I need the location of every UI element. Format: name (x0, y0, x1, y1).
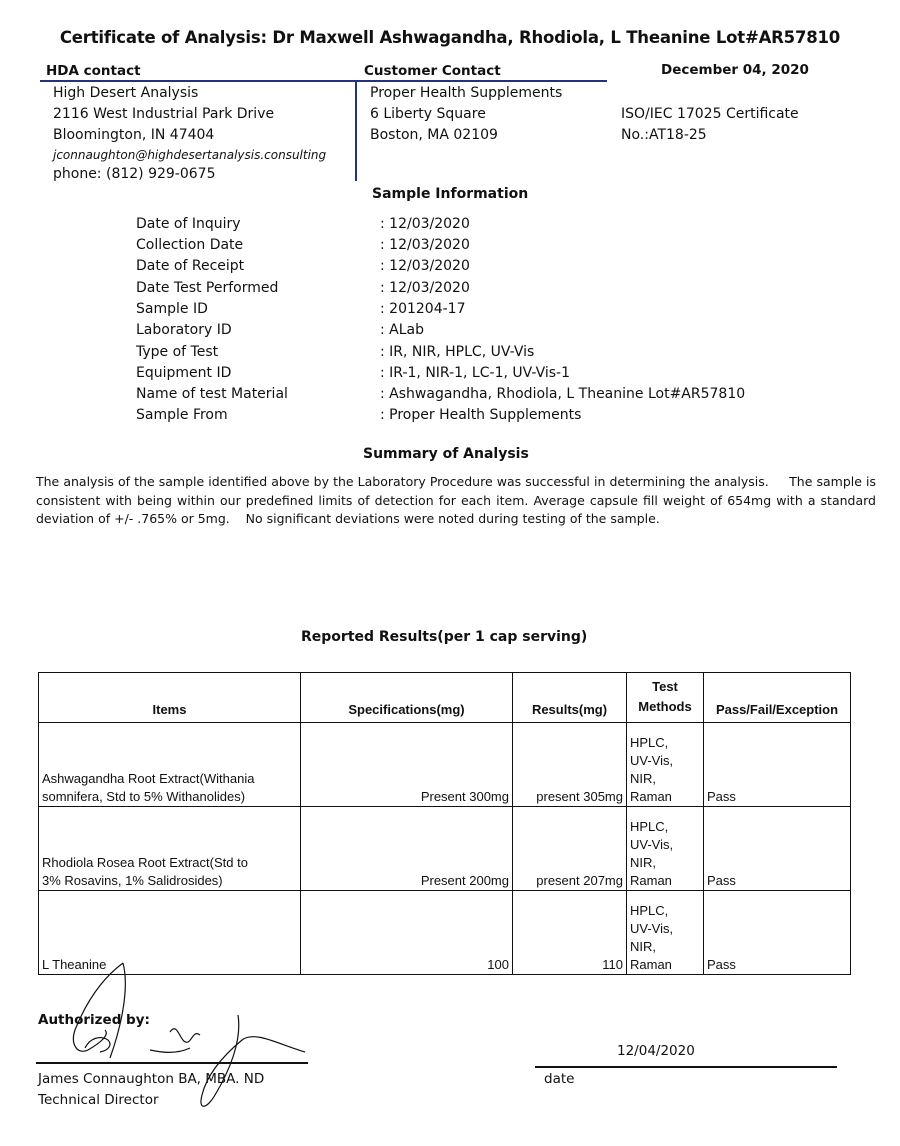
customer-street: 6 Liberty Square (370, 106, 486, 122)
column-header-pass-fail: Pass/Fail/Exception (704, 673, 851, 723)
iso-certificate (621, 104, 799, 146)
results-heading: Reported Results(per 1 cap serving) (301, 629, 588, 645)
method-line: HPLC, (630, 819, 669, 834)
header-rule (40, 80, 607, 82)
column-header-test-methods-line1: Test (652, 679, 678, 694)
column-header-items: Items (39, 673, 301, 723)
cell-methods (627, 807, 704, 891)
iso-line-1: ISO/IEC 17025 Certificate (621, 106, 799, 122)
sample-label: Laboratory ID (136, 322, 232, 338)
hda-address-block (53, 83, 326, 185)
hda-email: jconnaughton@highdesertanalysis.consulting (53, 148, 327, 162)
method-line: Raman (630, 873, 672, 888)
sample-information-heading: Sample Information (372, 186, 529, 202)
report-date: December 04, 2020 (661, 62, 809, 78)
sample-value: : 201204-17 (380, 301, 466, 317)
cell-item (39, 807, 301, 891)
handwritten-signature-icon (30, 960, 320, 1120)
method-line: HPLC, (630, 735, 669, 750)
method-line: UV-Vis, (630, 921, 674, 936)
sample-row-date-test-performed (136, 280, 836, 301)
sample-value: : 12/03/2020 (380, 237, 470, 253)
item-line-1: Rhodiola Rosea Root Extract(Std to (42, 855, 248, 870)
column-header-specifications: Specifications(mg) (301, 673, 513, 723)
cell-item (39, 723, 301, 807)
method-line: NIR, (630, 855, 656, 870)
sample-value: : 12/03/2020 (380, 280, 470, 296)
sample-label: Date of Receipt (136, 258, 245, 274)
cell-result: present 305mg (513, 723, 627, 807)
signer-name: James Connaughton BA, MBA. ND (38, 1071, 265, 1087)
cell-methods (627, 891, 704, 975)
item-line-2: L Theanine (42, 957, 107, 972)
sample-value: : ALab (380, 322, 425, 338)
signed-date: 12/04/2020 (617, 1043, 695, 1059)
signer-role: Technical Director (38, 1092, 159, 1108)
sample-row-collection-date (136, 237, 836, 258)
sample-value: : IR, NIR, HPLC, UV-Vis (380, 344, 535, 360)
item-line-2: somnifera, Std to 5% Withanolides) (42, 789, 246, 804)
hda-city: Bloomington, IN 47404 (53, 127, 215, 143)
results-table (38, 672, 851, 975)
column-header-test-methods (627, 673, 704, 723)
sample-label: Date of Inquiry (136, 216, 241, 232)
sample-value: : Ashwagandha, Rhodiola, L Theanine Lot#AR57810 (380, 386, 746, 402)
cell-specification: Present 200mg (301, 807, 513, 891)
sample-row-laboratory-id (136, 322, 836, 343)
contact-divider (355, 80, 357, 181)
cell-specification: Present 300mg (301, 723, 513, 807)
sample-label: Equipment ID (136, 365, 232, 381)
cell-pass-fail: Pass (704, 891, 851, 975)
cell-pass-fail: Pass (704, 807, 851, 891)
sample-value: : IR-1, NIR-1, LC-1, UV-Vis-1 (380, 365, 571, 381)
sample-value: : 12/03/2020 (380, 216, 470, 232)
date-line (535, 1066, 837, 1068)
cell-pass-fail: Pass (704, 723, 851, 807)
table-row (39, 807, 851, 891)
method-line: NIR, (630, 771, 656, 786)
method-line: UV-Vis, (630, 837, 674, 852)
cell-methods (627, 723, 704, 807)
sample-label: Date Test Performed (136, 280, 279, 296)
sample-label: Sample From (136, 407, 228, 423)
customer-address-block (370, 83, 562, 146)
table-row (39, 723, 851, 807)
sample-value: : 12/03/2020 (380, 258, 470, 274)
sample-label: Type of Test (136, 344, 219, 360)
method-line: Raman (630, 957, 672, 972)
hda-name: High Desert Analysis (53, 85, 199, 101)
method-line: Raman (630, 789, 672, 804)
summary-heading: Summary of Analysis (363, 446, 529, 462)
item-line-1: Ashwagandha Root Extract(Withania (42, 771, 255, 786)
method-line: HPLC, (630, 903, 669, 918)
hda-contact-heading: HDA contact (46, 63, 141, 79)
customer-city: Boston, MA 02109 (370, 127, 498, 143)
method-line: NIR, (630, 939, 656, 954)
sample-row-sample-id (136, 301, 836, 322)
customer-contact-heading: Customer Contact (364, 63, 501, 79)
sample-label: Collection Date (136, 237, 244, 253)
sample-row-type-of-test (136, 344, 836, 365)
hda-street: 2116 West Industrial Park Drive (53, 106, 275, 122)
item-line-2: 3% Rosavins, 1% Salidrosides) (42, 873, 223, 888)
cell-specification: 100 (301, 891, 513, 975)
cell-result: present 207mg (513, 807, 627, 891)
iso-line-2: No.:AT18-25 (621, 127, 707, 143)
authorized-by-label: Authorized by: (38, 1012, 150, 1028)
page-title: Certificate of Analysis: Dr Maxwell Ashwagandha, Rhodiola, L Theanine Lot#AR57810 (59, 28, 841, 47)
cell-result: 110 (513, 891, 627, 975)
sample-row-date-of-inquiry (136, 216, 836, 237)
summary-paragraph: The analysis of the sample identified above by the Laboratory Procedure was successful in determining the analysis. The sample is consistent with being within our predefined limits of detection for each item. Average capsule fill weight of 654mg with a standard deviation of +/- .765% or 5mg. No significant deviations were noted during testing of the sample. (36, 474, 880, 526)
method-line: UV-Vis, (630, 753, 674, 768)
sample-row-equipment-id (136, 365, 836, 386)
column-header-results: Results(mg) (513, 673, 627, 723)
sample-label: Sample ID (136, 301, 208, 317)
sample-row-date-of-receipt (136, 258, 836, 279)
column-header-test-methods-line2: Methods (638, 699, 692, 714)
hda-phone: phone: (812) 929-0675 (53, 166, 216, 182)
customer-name: Proper Health Supplements (370, 85, 563, 101)
sample-row-name-of-test-material (136, 386, 836, 407)
table-header-row (39, 673, 851, 723)
sample-label: Name of test Material (136, 386, 288, 402)
sample-value: : Proper Health Supplements (380, 407, 582, 423)
date-label: date (544, 1071, 575, 1087)
sample-row-sample-from (136, 407, 836, 428)
